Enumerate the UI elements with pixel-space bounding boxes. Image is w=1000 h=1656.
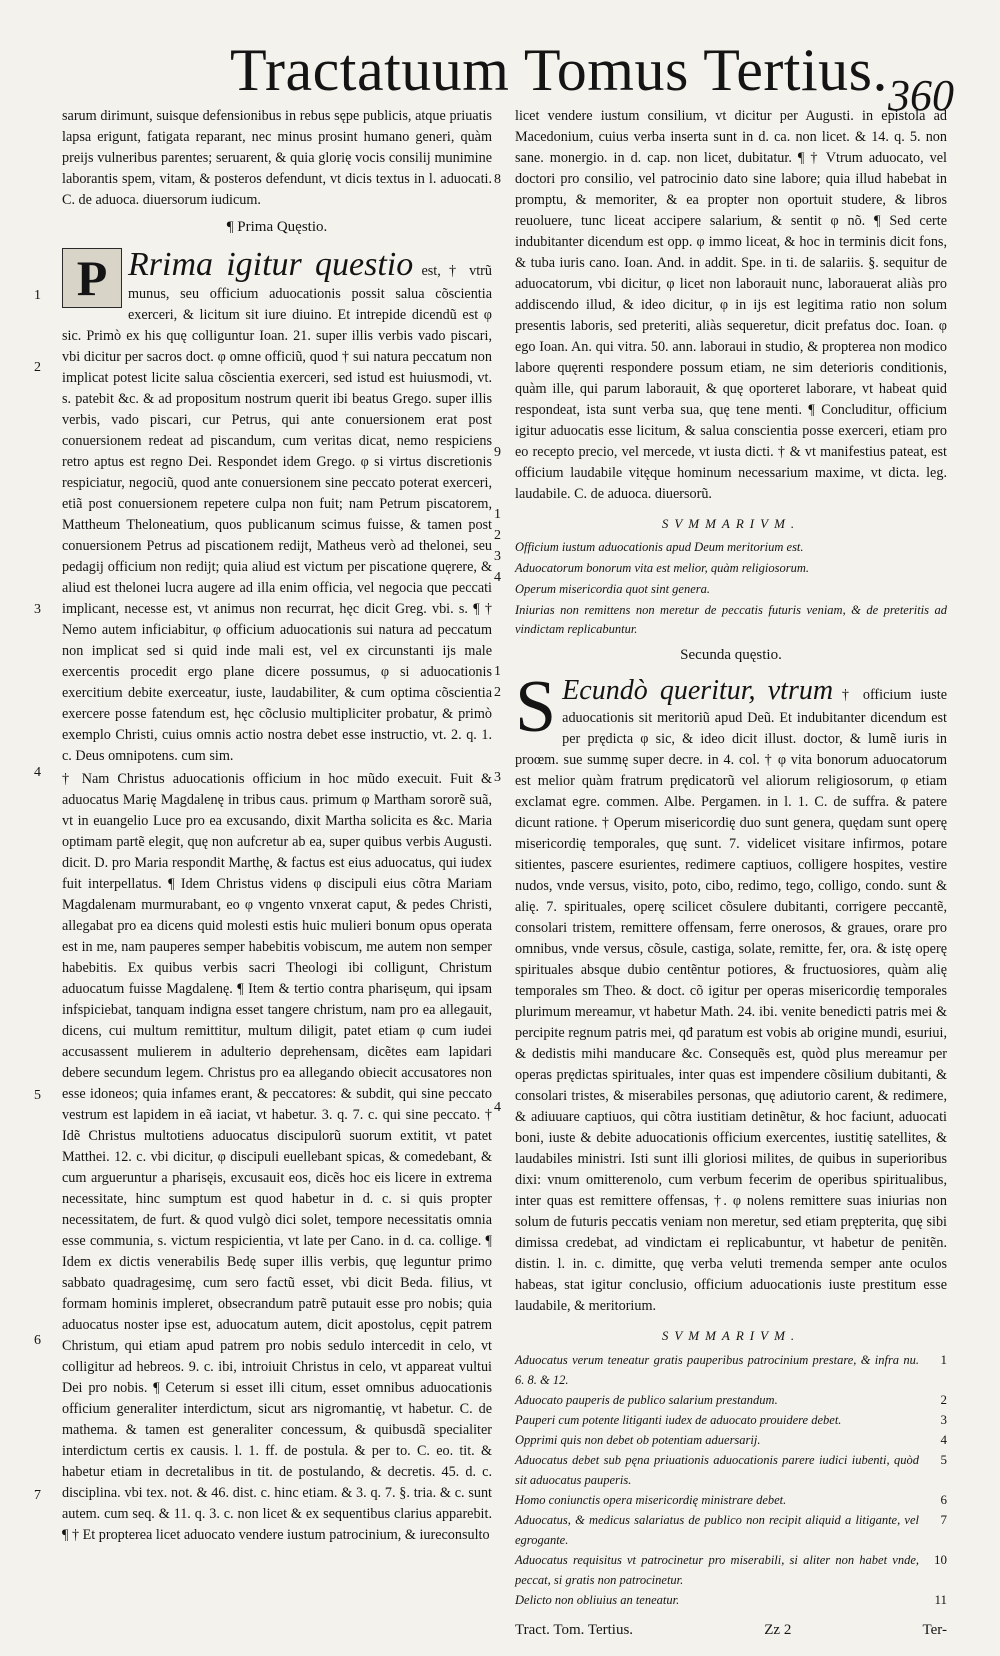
- large-initial: S: [515, 666, 557, 748]
- summary-text: Delicto non obliuius an teneatur.: [515, 1593, 680, 1607]
- summary-number: 3: [940, 1412, 947, 1427]
- summary-item: [515, 1350, 947, 1390]
- question-one-paragraph: [62, 246, 492, 767]
- summary-number: 11: [934, 1592, 947, 1607]
- margin-number: 9: [494, 445, 501, 460]
- summary-number: 6: [940, 1492, 947, 1507]
- summary-text: Pauperi cum potente litiganti iudex de aduocato prouidere debet.: [515, 1413, 842, 1427]
- summarium-title: SVMMARIVM.: [661, 516, 801, 531]
- margin-number: 1: [34, 288, 41, 303]
- signature-mark: Zz 2: [764, 1622, 792, 1638]
- summary-text: Homo coniunctis opera misericordię ministrare debet.: [515, 1493, 787, 1507]
- section-heading-prima: ¶ Prima Quęstio.: [226, 219, 328, 235]
- summary-item: [515, 1490, 947, 1510]
- summary-text: Aduocatus requisitus vt patrocinetur pro miserabili, si aliter non habet vnde, peccat, si gratis non patrocinetur.: [515, 1553, 919, 1587]
- lead-words: Ecundò queritur, vtrum: [562, 675, 834, 706]
- summary-item: Aduocatorum bonorum vita est melior, quàm religiosorum.: [515, 561, 809, 575]
- summary-number: 5: [940, 1452, 947, 1467]
- summary-item: [515, 1510, 947, 1550]
- summary-item: [515, 1430, 947, 1450]
- margin-number: 5: [34, 1088, 41, 1103]
- margin-number: 4: [494, 570, 501, 585]
- margin-number: 2: [34, 360, 41, 375]
- margin-number: 4: [34, 765, 41, 780]
- margin-number: 1: [494, 507, 501, 522]
- summary-item: [515, 1450, 947, 1490]
- intro-paragraph: sarum dirimunt, suisque defensionibus in rebus sępe publicis, atque priuatis lapsa erigunt, fatigata reparant, nec minus prosint humano generi, quàm preijs vulneribus parentes; seruarent, & quia glorię vocis consilij munimine laborantis spem, vitam, & posteros defendunt, vt dicis textus in l. aduocati. C. de aduoca. diuersorum iudicum.: [62, 108, 492, 208]
- summary-number: 2: [940, 1392, 947, 1407]
- summary-item: Officium iustum aduocationis apud Deum meritorium est.: [515, 540, 804, 554]
- decorated-initial: P: [62, 248, 122, 308]
- margin-number: 2: [494, 528, 501, 543]
- folio-number: 360: [888, 71, 954, 120]
- summary-item: [515, 1590, 947, 1610]
- margin-number: 3: [494, 770, 501, 785]
- question-two-paragraph: [515, 666, 947, 1317]
- summary-text: Aduocatus debet sub pęna priuationis aduocationis parere iudici iubenti, quòd sit aduocatus pauperis.: [515, 1453, 919, 1487]
- summary-number: 1: [940, 1352, 947, 1367]
- summary-text: Aduocatus verum teneatur gratis pauperibus patrocinium prestare, & infra nu. 6. 8. & 12.: [515, 1353, 919, 1387]
- summary-text: Opprimi quis non debet ob potentiam aduersarij.: [515, 1433, 761, 1447]
- summary-item: [515, 1390, 947, 1410]
- summary-item: Operum misericordia quot sint genera.: [515, 582, 711, 596]
- page-footer: [515, 1620, 947, 1641]
- summary-text: Aduocato pauperis de publico salarium prestandum.: [515, 1393, 778, 1407]
- summary-item: [515, 1410, 947, 1430]
- margin-number: 4: [494, 1100, 501, 1115]
- catchword: Ter-: [922, 1622, 947, 1638]
- question-two-text: † officium iuste aduocationis sit meritoriũ apud Deũ. Et indubitanter dicendum est per prędicta φ sic, & ideo dicit illust. doctor, & lumẽ iuris in proœm. sue summę super decre. in 4. col. † φ vita bonorum aduocatorum est melior quàm fratrum prędicatorũ vel aliorum religiosorum, φ etiam exclamat egre. commen. Albe. Pergamen. in l. 1. C. de suffra. & patere dicunt ratione. † Operum misericordię duo sunt genera, quędam sunt operę misericordię temporales, quę sunt. 7. videlicet visitare infirmos, potare sitientes, pascere esurientes, redimere captiuos, colligere hospites, vestire nudos, vnde versus, visito, poto, cibo, redimo, tego, colligo, condo. sunt & alię. 7. spirituales, operę scilicet cõsulere dubitanti, corrigere peccantẽ, consolari tristem, remittere offensam, ferre onerosos, & graues, orare pro omnibus, vnde versus, cõsule, castiga, solate, remitte, fer, ora. & istę operę spirituales absque dubio centẽntur potiores, & fructuosiores, quàm alię temporales sm Theo. & doct. cõ igitur per operas misericordię temporales plurimum mereamur, vt habetur Math. 24. ibi. venite benedicti patris mei & percipite regnum patris mei, qđ paratum est vobis ab origine mundi, esuriui, & dedistis mihi manducare &c. Consequẽs est, quòd plus mereamur per operas prędictas spirituales, inter quas est impendere cõsilium dubitanti, & consolari tristes, & miserabiles personas, quę adiutorio carent, & redimere, & adiuuare captiuos, qui cõtra iustitiam detinẽtur, & hoc faciunt, aduocati boni, iuste & debite aduocationis officium exercentes, iustitię satellites, & laudabiles ministri. Isti sunt illi gloriosi milites, de quibus in superioribus dixi: vnum omitterenolo, cum verbum fecerim de operibus spiritualibus, inter quas est remittere offensas, †. φ nolens remittere suas iniurias non solum de futuris peccatis veniam non meretur, sed etiam prępterita, quę sibi dimissa credebat, ad vindictam ei replicabuntur, vt habetur de penitẽn. distin. l. in. c. dimitte, quę verba veluti tremenda semper ante oculos habeas, stat igitur conclusio, officium aduocationis iuste prestitum esse laudabile, & meritorium.: [515, 687, 947, 1314]
- section-heading-secunda: Secunda quęstio.: [680, 647, 782, 663]
- summary-item: Iniurias non remittens non meretur de peccatis futuris veniam, & de preteritis ad vindictam replicabuntur.: [515, 603, 947, 636]
- summary-item: [515, 1550, 947, 1590]
- margin-number: 6: [34, 1333, 41, 1348]
- margin-number: 2: [494, 685, 501, 700]
- continuation-paragraph: licet vendere iustum consilium, vt dicitur per Augusti. in epistola ad Macedonium, cuius verba inserta sunt in d. ca. non licet. & 14. q. 5. non sane. monergio. in d. cap. non licet, dubitatur. ¶ † Vtrum aduocato, vel doctori pro consilio, vel patrocinio dato sine labore; quia illud habebat in promptu, & memoriter, & ea propter non oportuit studere, & libros reuoluere, tunc liceat accipere salarium, & sentit φ nõ. ¶ Sed certe indubitanter dicendum est opp. φ immo liceat, & hoc in terminis dicit fons, & tuba iuris cano. Ioan. And. in addit. Spe. in ti. de salariis. §. sequitur de aduocatorum, vbi dicitur, φ licet non laborauit nunc, laborauerat aliàs pro addiscendo illud, & ideo dicitur, φ in ijs est legitima ratio non solum presentis laboris, sed preteriti, aliàs sequeretur, dicit prefatus doc. Ioan. φ ego Ioan. An. qui vitra. 50. ann. laboraui in studio, & propterea non modico labore quęrenti respondere possum etiam, ne sim deterioris conditionis, quàm ille, qui parum laborauit, & quę oporteret laborare, vt habeat quid respondeat, ista sunt verba sua, quę tene menti. ¶ Concluditur, officium igitur aduocatis esse licitum, & salua conscientia posse exerceri, etiam pro eo recepto precio, vel mercede, vt iusta dicti. † & vt manifestius pateat, est officium laudabile vitęque hominum necessarium maxime, vt dicta. leg. laudabile. C. de aduoca. diuersorũ.: [515, 108, 947, 502]
- margin-number: 3: [494, 549, 501, 564]
- summary-number: 4: [940, 1432, 947, 1447]
- margin-number: 8: [494, 172, 501, 187]
- lead-words: Rrima igitur questio: [128, 246, 414, 283]
- question-one-text: est, † vtrũ munus, seu officium aduocationis possit salua cõscientia exerceri, & licitum sit iure diuino. Et intrepide dicendũ est φ sic. Primò ex his quę colliguntur Ioan. 21. super illis verbis vado piscari, vbi dicitur per sacros doct. φ omne officiũ, quod † sui natura peccatum non implicat potest licite salua cõscientia exerceri, sed istud est huiusmodi, vt. s. patebit &c. & ad propositum nostrum querit ibi beatus Grego. super illis verbis, vado piscari, cur Petrus, qui ante conuersionem erat post conuersionem redeat ad piscandum, cum veritas dicat, nemo respiciens retro aptus est regno Dei. Respondet idem Grego. φ si virtus discretionis respiciatur, negociũ, quod ante conuersionem sine peccato poterat exerceri, etiã post conuersionem repetere culpa non fuit; nam Petrum piscatorem, Mattheum Theloneatium, quos publicanum scimus fuisse, & tamen post conuersionem Petrus ad piscationem redijt, Matheus verò ad thelonei, seu pedagij officium non redijt; quia aliud est victum per piscatione quęrere, & aliud est thelonei lucra augere ad illa enim officia, vel negocia que peccati implicant, necesse est, vt animus non recurrat, hęc dicit Greg. vbi. s. ¶ † Nemo autem inficiabitur, φ officium aduocationis sui natura ad peccatum non implicat sed si quid inde mali est, vel ex circunstanti ijs male exercentis procedit ergo plane dicere possumus, φ si aduocationis exercitium debite exerceatur, iuste, laudabiliter, & cum optima cõscientia exercere posse fatendum est, hęc cõclusio multipliciter probatur, & primò exemplo Christi, cuius omnis actio nostra debet esse instructio, vt. 2. q. 1. c. Deus omnipotens. cum sim.: [62, 263, 492, 764]
- margin-number: 1: [494, 664, 501, 679]
- left-column: [62, 106, 492, 1551]
- right-column: [515, 106, 947, 1638]
- running-title: Tract. Tom. Tertius.: [515, 1622, 634, 1638]
- summarium-title: SVMMARIVM.: [661, 1328, 801, 1343]
- summary-number: 10: [934, 1552, 947, 1567]
- christ-advocate-paragraph: † Nam Christus aduocationis officium in hoc mũdo execuit. Fuit & aduocatus Marię Magdalenę in tribus caus. primum φ Martham sororẽ suã, vt in euangelio Luce pro ea excusando, dixit Martha solicita es &c. Maria optimam partẽ elegit, quę non aufcretur ab ea, super quibus verbis Augusti. dicit. D. pro Maria respondit Marthę, & factus est eius aduocatus, qui iudex fuit interpellatus. ¶ Idem Christus videns φ discipuli eius cõtra Mariam Magdalenam murmurabant, eo φ vngento vnxerat caput, & pedes Christi, allegabat pro ea dicens quid molesti estis huic mulieri bonum opus operata est in me, nam pauperes semper habebitis vobiscum, me autem non semper habebitis. Ex quibus verbis sacri Theologi ibi colligunt, Christum aduocatum fuisse Magdalenę. ¶ Item & tertio contra pharisęum, qui ipsam infspiciebat, tanquam indigna esset tangere christum, nam pro ea allegauit, dicens, cui multum remittitur, multum diligit, patet etiam φ cum iudei accusassent mulierem in adulterio deprehensam, dicẽtes eam lapidari debere secundum legem. Christus pro ea allegando obiecit accusatores non esse idoneos; quia infames erant, & peccatores: & subdit, qui sine peccato vestrum est lapidem in eã iaciat, vt habetur. 3. q. 7. c. qui sine peccato. † Idẽ Christus multotiens aduocatus discipulorũ suorum extitit, vt patet Matthei. 12. c. vbi dicitur, φ discipuli euellebant spicas, & comedebant, & cum argueruntur a pharisęis, excusauit eos, dicẽs hoc eis licere in extrema necessitate, hinc sumptum est quod habetur in d. c. si quis propter necessitatem, de furt. & quod vulgò dici solet, tempore necessitatis omnia esse communia, s. victum respicientia, vt late per Cano. in d. ca. collige. ¶ Idem ex dictis venerabilis Bedę super illis verbis, quę leguntur primo sabbato quadragesimę, cum sero factũ esset, vbi dicit Beda. filius, vt formam hominis impleret, obsecrandum patrẽ putauit esse pro nobis; quia aduocatus noster ipse est, aduocatum autem, dicit apostolus, cępit patrem Christum, qui etiam apud patrem pro nobis sedulo intercedit in celo, vt colligitur ad hebreos. 9. c. ibi, introiuit Christus in celo, vt appareat vultui Dei pro nobis. ¶ Ceterum si esset illi citum, esset omnibus aduocationis officium generaliter interdictum, sicut ars nigromantię, vt habetur. C. de mathema. & tamen est generaliter concessum, & quibusdã specialiter interdictum certis ex causis. l. 1. ff. de postula. & per to. C. eo. tit. & habetur etiam in decretalibus in tit. de postulando, & decretis. 45. d. c. disciplina. vbi tex. not. & 46. dist. c. hinc etiam. & 3. q. 7. §. tria. & c. sunt autem. cum seq. & 11. q. 3. c. non licet & ex sequentibus clarius apparebit. ¶ † Et propterea licet aduocato vendere iustum patrocinium, & iureconsulto: [62, 771, 492, 1543]
- summary-number: 7: [940, 1512, 947, 1527]
- margin-number: 7: [34, 1488, 41, 1503]
- summary-text: Aduocatus, & medicus salariatus de publico non recipit aliquid a litigante, vel egrogante.: [515, 1513, 919, 1547]
- summary-list: [515, 1350, 947, 1610]
- page-title: Tractatuum Tomus Tertius.: [230, 37, 888, 103]
- margin-number: 3: [34, 602, 41, 617]
